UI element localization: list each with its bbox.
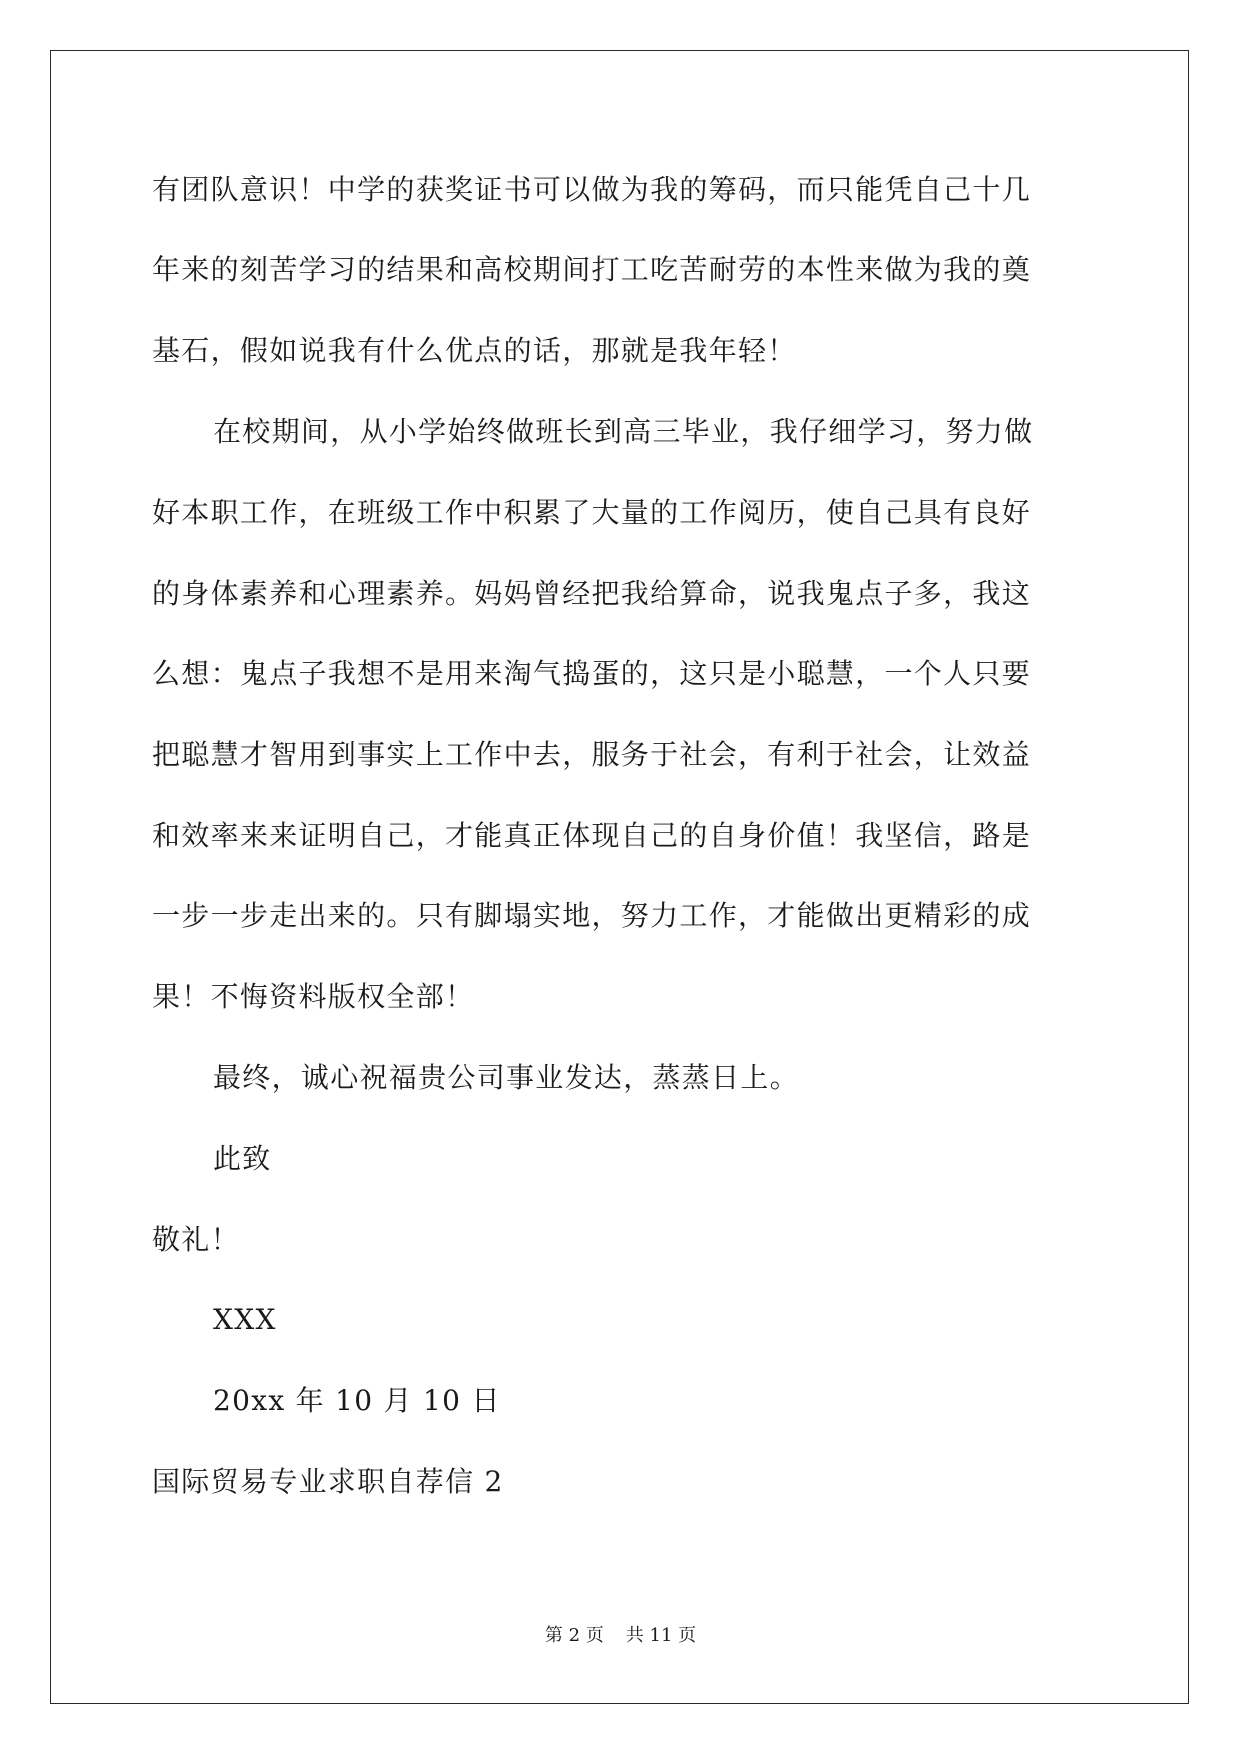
body-line: 在校期间，从小学始终做班长到高三毕业，我仔细学习，努力做 <box>213 415 1034 448</box>
closing-wish: 最终，诚心祝福贵公司事业发达，蒸蒸日上。 <box>213 1061 800 1094</box>
body-line: 年来的刻苦学习的结果和高校期间打工吃苦耐劳的本性来做为我的奠 <box>152 253 1032 286</box>
salutation: 此致 <box>213 1142 272 1175</box>
body-line: 把聪慧才智用到事实上工作中去，服务于社会，有利于社会，让效益 <box>152 738 1032 771</box>
page-border <box>50 50 1189 1704</box>
page-number: 第 2 页 <box>544 1625 604 1646</box>
body-line: 么想：鬼点子我想不是用来淘气捣蛋的，这只是小聪慧，一个人只要 <box>152 657 1032 690</box>
body-line: 基石，假如说我有什么优点的话，那就是我年轻！ <box>152 334 797 367</box>
body-line: 和效率来来证明自己，才能真正体现自己的自身价值！我坚信，路是 <box>152 819 1032 852</box>
respect-line: 敬礼！ <box>152 1223 240 1256</box>
body-line: 有团队意识！中学的获奖证书可以做为我的筹码，而只能凭自己十几 <box>152 173 1032 206</box>
body-line: 的身体素养和心理素养。妈妈曾经把我给算命，说我鬼点子多，我这 <box>152 577 1032 610</box>
date-line: 20xx 年 10 月 10 日 <box>213 1384 501 1417</box>
body-line: 果！不悔资料版权全部！ <box>152 980 475 1013</box>
body-line: 好本职工作，在班级工作中积累了大量的工作阅历，使自己具有良好 <box>152 496 1032 529</box>
signature: XXX <box>213 1303 277 1336</box>
page-total: 共 11 页 <box>625 1625 697 1646</box>
page-footer <box>0 1624 1241 1648</box>
body-line: 一步一步走出来的。只有脚塌实地，努力工作，才能做出更精彩的成 <box>152 899 1032 932</box>
section-heading: 国际贸易专业求职自荐信 2 <box>152 1465 504 1498</box>
